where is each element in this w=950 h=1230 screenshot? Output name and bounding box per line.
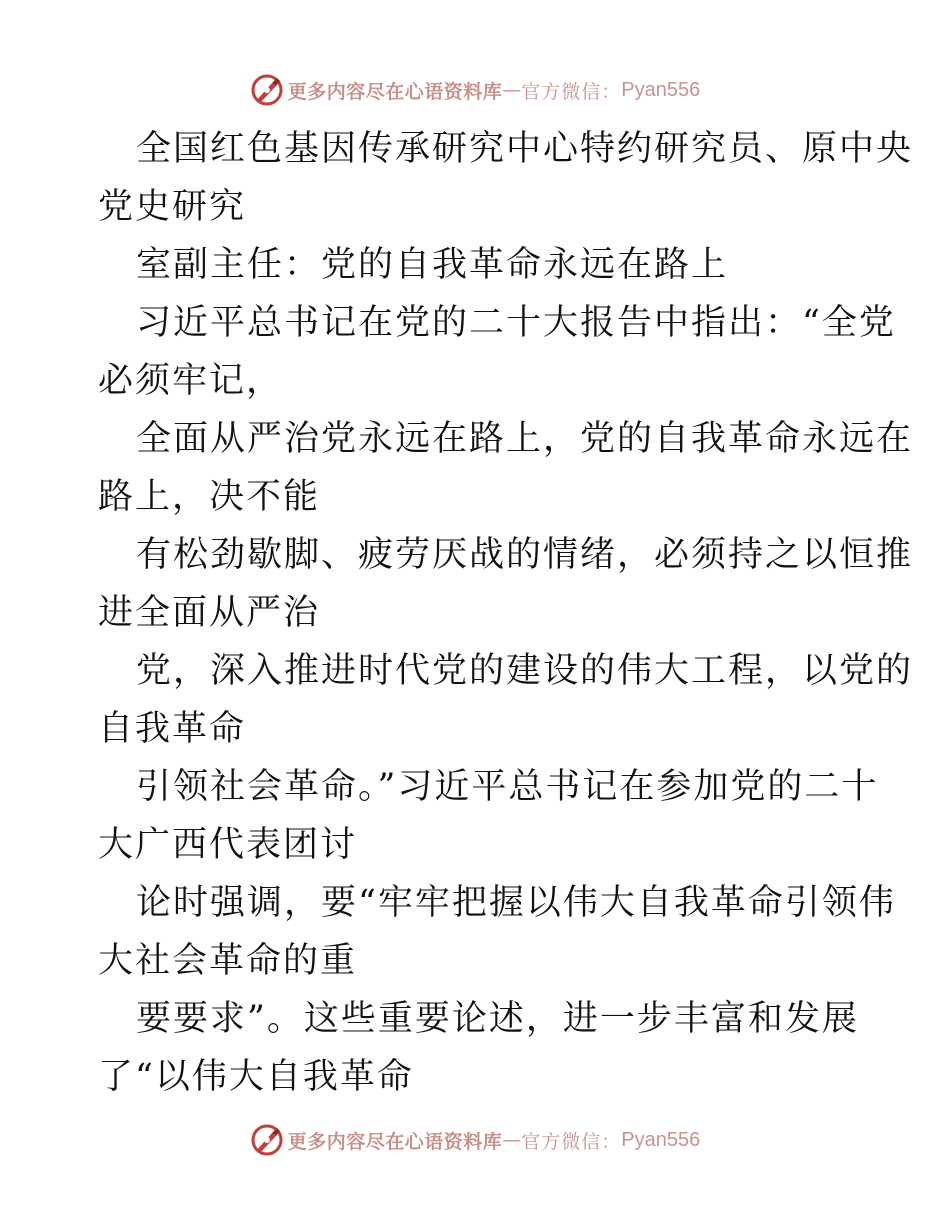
watermark-wechat-id: Pyan556 bbox=[621, 1128, 701, 1151]
footer-watermark bbox=[0, 1120, 950, 1160]
watermark-separator: — bbox=[502, 1129, 522, 1151]
watermark-separator: — bbox=[502, 79, 522, 101]
body-line: 必须牢记， bbox=[98, 361, 284, 401]
watermark-label: 官方微信： bbox=[521, 1130, 622, 1153]
body-line: 要要求”。这些重要论述，进一步丰富和发展 bbox=[136, 999, 859, 1039]
body-line: 引领社会革命。”习近平总书记在参加党的二十 bbox=[136, 767, 879, 807]
red-brush-pen-logo-icon bbox=[250, 73, 284, 107]
header-watermark bbox=[0, 70, 950, 110]
body-line: 党，深入推进时代党的建设的伟大工程，以党的 bbox=[136, 651, 914, 691]
body-line: 大社会革命的重 bbox=[98, 941, 358, 981]
body-line: 全国红色基因传承研究中心特约研究员、原中央 bbox=[136, 129, 914, 169]
body-line: 了“以伟大自我革命 bbox=[98, 1057, 414, 1097]
body-line: 自我革命 bbox=[98, 709, 247, 749]
watermark-main-text: 更多内容尽在心语资料库 bbox=[287, 1130, 503, 1153]
watermark-main-text: 更多内容尽在心语资料库 bbox=[287, 80, 503, 103]
document-body bbox=[98, 120, 914, 1106]
body-line: 论时强调，要“牢牢把握以伟大自我革命引领伟 bbox=[136, 883, 896, 923]
body-line: 有松劲歇脚、疲劳厌战的情绪，必须持之以恒推 bbox=[136, 535, 914, 575]
body-line: 路上，决不能 bbox=[98, 477, 321, 517]
watermark-wechat-id: Pyan556 bbox=[621, 78, 701, 101]
watermark-label: 官方微信： bbox=[521, 80, 622, 103]
body-line: 党史研究 bbox=[98, 187, 247, 227]
body-line: 大广西代表团讨 bbox=[98, 825, 358, 865]
body-line: 室副主任：党的自我革命永远在路上 bbox=[136, 245, 729, 285]
body-line: 进全面从严治 bbox=[98, 593, 321, 633]
body-line: 全面从严治党永远在路上，党的自我革命永远在 bbox=[136, 419, 914, 459]
red-brush-pen-logo-icon bbox=[250, 1123, 284, 1157]
body-line: 习近平总书记在党的二十大报告中指出：“全党 bbox=[136, 303, 896, 343]
